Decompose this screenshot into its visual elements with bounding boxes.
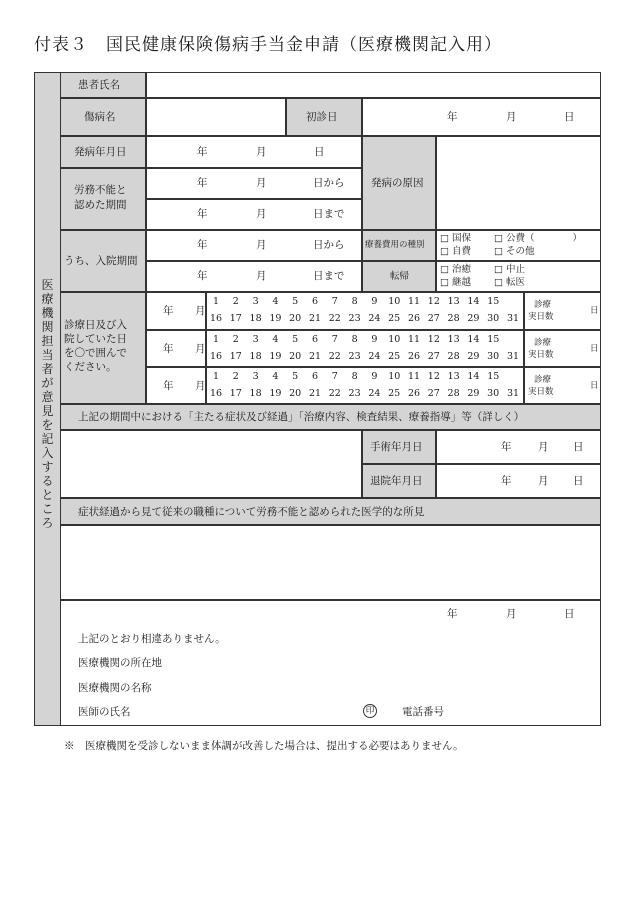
calendar-day[interactable]: 12 [427, 371, 440, 382]
calendar-day[interactable]: 4 [272, 334, 279, 345]
calendar-day[interactable]: 9 [371, 334, 378, 345]
calendar-day[interactable]: 22 [328, 351, 341, 362]
discharge-day: 日 [573, 475, 584, 487]
calendar-day[interactable]: 11 [408, 371, 421, 382]
days-count-unit: 日 [590, 344, 599, 354]
incapacity-label-line1: 労務不能と [74, 184, 127, 196]
calendar-day[interactable]: 22 [328, 313, 341, 324]
side-label-char: 医 [41, 278, 54, 292]
days-count-label-line2: 実日数 [528, 350, 554, 360]
signature-year: 年 [447, 608, 458, 620]
side-label-char: 機 [41, 306, 54, 320]
calendar-day[interactable]: 14 [467, 334, 480, 345]
side-label-char: ろ [41, 516, 54, 530]
days-count-label-line2: 実日数 [528, 312, 554, 322]
calendar-month: 月 [195, 305, 206, 317]
calendar-day[interactable]: 25 [388, 388, 401, 399]
calendar-day[interactable]: 23 [348, 313, 361, 324]
first-visit-day: 日 [564, 111, 575, 123]
signature-address-label: 医療機関の所在地 [78, 657, 162, 669]
page-title: 付表３ 国民健康保険傷病手当金申請（医療機関記入用） [34, 35, 502, 55]
expense-option-jihi: □ 自費 [440, 246, 471, 257]
inpatient-to-day: 日まで [313, 270, 345, 282]
disease-name-label: 傷病名 [84, 111, 116, 123]
expense-option-kouhi: □ 公費（ ） [494, 233, 582, 244]
side-label-char: 当 [41, 348, 54, 362]
days-count-label-line1: 診療 [534, 300, 552, 310]
calendar-day[interactable]: 1 [212, 371, 220, 382]
signature-phone-label: 電話番号 [402, 706, 444, 718]
calendar-day[interactable]: 28 [447, 351, 460, 362]
calendar-day[interactable]: 13 [447, 371, 460, 382]
opinion-header: 症状経過から見て従来の職種について労務不能と認められた医学的な所見 [78, 506, 425, 518]
calendar-day[interactable]: 20 [289, 388, 302, 399]
outcome-option-transfer: □ 転医 [494, 277, 525, 288]
treatment-days-label-line: ください。 [64, 361, 117, 373]
calendar-day[interactable]: 27 [427, 388, 440, 399]
calendar-day[interactable]: 20 [289, 351, 302, 362]
calendar-day[interactable]: 22 [328, 388, 341, 399]
calendar-day[interactable]: 26 [407, 388, 421, 399]
calendar-year: 年 [163, 380, 174, 392]
signature-doctor-label: 医師の氏名 [78, 706, 131, 718]
onset-day: 日 [314, 146, 325, 158]
calendar-day[interactable]: 7 [331, 371, 338, 382]
side-label-char: 関 [41, 320, 54, 334]
calendar-day[interactable]: 23 [348, 351, 361, 362]
calendar-day[interactable]: 15 [487, 371, 500, 382]
days-count-label-line1: 診療 [534, 338, 552, 348]
calendar-day[interactable]: 25 [388, 313, 401, 324]
side-label-char: を [41, 418, 54, 432]
expense-option-other: □ その他 [494, 246, 535, 257]
incapacity-from-day: 日から [313, 177, 345, 189]
days-count-label-line2: 実日数 [528, 387, 554, 397]
treatment-days-label-line: 診療日及び入 [64, 319, 127, 331]
first-visit-year: 年 [447, 111, 458, 123]
calendar-day[interactable]: 14 [467, 296, 480, 307]
side-label-char: す [41, 460, 54, 474]
calendar-day[interactable]: 24 [368, 388, 381, 399]
signature-day: 日 [564, 608, 575, 620]
calendar-day[interactable]: 7 [331, 334, 338, 345]
calendar-day[interactable]: 17 [229, 388, 242, 399]
treatment-days-label-line: を〇で囲んで [64, 347, 127, 359]
first-visit-label: 初診日 [306, 111, 338, 123]
calendar-day[interactable]: 15 [487, 296, 500, 307]
outcome-label: 転帰 [390, 271, 410, 282]
calendar-day[interactable]: 5 [292, 296, 299, 307]
calendar-day[interactable]: 29 [467, 351, 480, 362]
discharge-year: 年 [501, 475, 512, 487]
symptoms-header: 上記の期間中における「主たる症状及び経過」「治療内容、検査結果、療養指導」等（詳しく） [78, 411, 525, 423]
calendar-day[interactable]: 19 [269, 351, 282, 362]
first-visit-month: 月 [506, 111, 517, 123]
side-label-column [34, 72, 61, 726]
opinion-field[interactable] [60, 525, 601, 600]
calendar-day[interactable]: 2 [232, 371, 239, 382]
days-count-label-line1: 診療 [534, 375, 552, 385]
surgery-month: 月 [538, 441, 549, 453]
inpatient-from-month: 月 [256, 239, 267, 251]
calendar-day[interactable]: 18 [249, 388, 262, 399]
side-label-char: 記 [41, 432, 54, 446]
disease-name-field[interactable] [146, 98, 286, 136]
seal-mark: 印 [363, 704, 377, 718]
days-count-unit: 日 [590, 306, 599, 316]
calendar-day[interactable]: 16 [209, 313, 223, 324]
calendar-day[interactable]: 16 [209, 388, 223, 399]
calendar-day[interactable]: 13 [447, 334, 460, 345]
days-count-unit: 日 [590, 381, 599, 391]
calendar-day[interactable]: 18 [249, 313, 262, 324]
calendar-day[interactable]: 17 [229, 313, 242, 324]
onset-cause-field[interactable] [436, 136, 601, 230]
patient-name-field[interactable] [146, 72, 601, 98]
inpatient-from-day: 日から [313, 239, 345, 251]
calendar-day[interactable]: 24 [368, 313, 381, 324]
calendar-day[interactable]: 21 [308, 313, 322, 324]
calendar-day[interactable]: 30 [487, 388, 500, 399]
calendar-day[interactable]: 30 [487, 351, 500, 362]
calendar-day[interactable]: 5 [292, 334, 299, 345]
discharge-month: 月 [538, 475, 549, 487]
calendar-day[interactable]: 10 [388, 296, 401, 307]
side-label-char: 入 [41, 446, 54, 460]
side-label-char: と [41, 488, 54, 502]
onset-field[interactable] [146, 136, 362, 168]
incapacity-to-year: 年 [197, 208, 208, 220]
incapacity-to-day: 日まで [313, 208, 345, 220]
calendar-day[interactable]: 30 [487, 313, 500, 324]
calendar-day[interactable]: 24 [368, 351, 381, 362]
calendar-day[interactable]: 27 [427, 351, 440, 362]
calendar-day[interactable]: 4 [272, 296, 279, 307]
side-label-char: 見 [41, 404, 54, 418]
calendar-day[interactable]: 6 [311, 334, 319, 345]
signature-name-label: 医療機関の名称 [78, 682, 152, 694]
side-label-char: 療 [41, 292, 54, 306]
patient-name-label: 患者氏名 [78, 79, 120, 91]
calendar-day[interactable]: 10 [388, 334, 401, 345]
calendar-year: 年 [163, 343, 174, 355]
signature-month: 月 [506, 608, 517, 620]
calendar-day[interactable]: 31 [506, 351, 520, 362]
calendar-day[interactable]: 25 [388, 351, 401, 362]
calendar-day[interactable]: 8 [351, 296, 358, 307]
calendar-day[interactable]: 26 [407, 351, 421, 362]
calendar-day[interactable]: 19 [269, 388, 282, 399]
inpatient-to-month: 月 [256, 270, 267, 282]
calendar-day[interactable]: 11 [408, 296, 421, 307]
calendar-day[interactable]: 18 [249, 351, 262, 362]
calendar-day[interactable]: 6 [311, 296, 319, 307]
calendar-day[interactable]: 13 [447, 296, 460, 307]
calendar-day[interactable]: 29 [467, 313, 480, 324]
discharge-date-label: 退院年月日 [370, 475, 423, 487]
side-label-char: こ [41, 502, 54, 516]
calendar-day[interactable]: 19 [269, 313, 282, 324]
calendar-day[interactable]: 7 [331, 296, 338, 307]
calendar-day[interactable]: 28 [447, 388, 460, 399]
inpatient-to-year: 年 [197, 270, 208, 282]
calendar-day[interactable]: 3 [252, 296, 259, 307]
calendar-day[interactable]: 11 [408, 334, 421, 345]
calendar-month: 月 [195, 343, 206, 355]
side-label-char: る [41, 474, 54, 488]
signature-confirm: 上記のとおり相違ありません。 [78, 633, 226, 645]
calendar-day[interactable]: 23 [348, 388, 361, 399]
incapacity-from-month: 月 [256, 177, 267, 189]
side-label-char: 担 [41, 334, 54, 348]
calendar-day[interactable]: 20 [289, 313, 302, 324]
calendar-day[interactable]: 5 [292, 371, 299, 382]
onset-label: 発病年月日 [74, 146, 127, 158]
calendar-day[interactable]: 21 [308, 351, 322, 362]
calendar-day[interactable]: 31 [506, 313, 520, 324]
calendar-day[interactable]: 9 [371, 296, 378, 307]
calendar-month: 月 [195, 380, 206, 392]
calendar-day[interactable]: 31 [506, 388, 520, 399]
onset-month: 月 [256, 146, 267, 158]
calendar-day[interactable]: 27 [427, 313, 440, 324]
calendar-day[interactable]: 26 [407, 313, 421, 324]
side-label [35, 278, 60, 530]
side-label-char: 者 [41, 362, 54, 376]
calendar-day[interactable]: 1 [212, 334, 220, 345]
calendar-day[interactable]: 29 [467, 388, 480, 399]
expense-type-label: 療養費用の種別 [365, 240, 425, 250]
incapacity-to-month: 月 [256, 208, 267, 220]
calendar-day[interactable]: 2 [232, 296, 239, 307]
calendar-day[interactable]: 6 [311, 371, 319, 382]
calendar-day[interactable]: 16 [209, 351, 223, 362]
calendar-day[interactable]: 3 [252, 334, 259, 345]
calendar-day[interactable]: 14 [467, 371, 480, 382]
calendar-day[interactable]: 28 [447, 313, 460, 324]
calendar-day[interactable]: 1 [212, 296, 220, 307]
calendar-day[interactable]: 15 [487, 334, 500, 345]
outcome-option-stopped: □ 中止 [494, 264, 525, 275]
calendar-day[interactable]: 2 [232, 334, 239, 345]
side-label-char: 意 [41, 390, 54, 404]
calendar-year: 年 [163, 305, 174, 317]
treatment-days-label-line: 院していた日 [64, 333, 127, 345]
side-label-char: が [41, 376, 54, 390]
inpatient-label: うち、入院期間 [64, 255, 138, 267]
footnote: ※ 医療機関を受診しないまま体調が改善した場合は、提出する必要はありません。 [64, 740, 464, 752]
calendar-day[interactable]: 8 [351, 371, 358, 382]
calendar-day[interactable]: 8 [351, 334, 358, 345]
expense-option-kokuho: □ 国保 [440, 233, 471, 244]
outcome-option-continued: □ 継越 [440, 277, 471, 288]
calendar-day[interactable]: 3 [252, 371, 259, 382]
incapacity-from-year: 年 [197, 177, 208, 189]
onset-cause-label: 発病の原因 [371, 177, 424, 189]
outcome-option-cured: □ 治癒 [440, 264, 471, 275]
surgery-year: 年 [501, 441, 512, 453]
calendar-day[interactable]: 9 [371, 371, 378, 382]
inpatient-from-year: 年 [197, 239, 208, 251]
calendar-day[interactable]: 17 [229, 351, 242, 362]
calendar-day[interactable]: 4 [272, 371, 279, 382]
onset-year: 年 [197, 146, 208, 158]
calendar-day[interactable]: 10 [388, 371, 401, 382]
surgery-date-label: 手術年月日 [370, 441, 423, 453]
symptoms-field[interactable] [60, 430, 362, 498]
calendar-day[interactable]: 12 [427, 296, 440, 307]
calendar-day[interactable]: 12 [427, 334, 440, 345]
incapacity-label-line2: 認めた期間 [74, 199, 127, 211]
calendar-day[interactable]: 21 [308, 388, 322, 399]
surgery-day: 日 [573, 441, 584, 453]
